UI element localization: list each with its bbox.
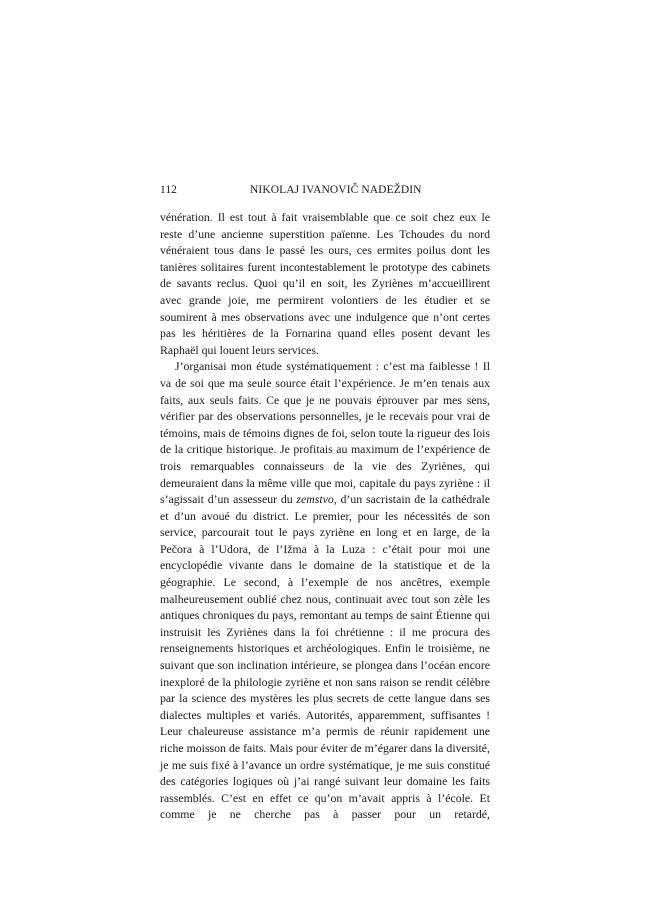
page-number: 112	[160, 184, 177, 196]
paragraph-1: vénération. Il est tout à fait vraisemblable que ce soit chez eux le reste d’une ancienne superstition païenne. Les Tchoudes du nord vénéraient tous dans le passé les ours, ces ermites poilus dont les tanières solitaires furent incontestablement le prototype des cabinets de savants reclus. Quoi qu’il en soit, les Zyriènes m’accueillirent avec grande joie, me permirent volontiers de les étudier et se soumirent à mes observations avec une indulgence que n’ont certes pas les héritières de la Fornarina quand elles posent devant les Raphaël qui louent leurs services.	[160, 210, 490, 357]
paragraph-2	[160, 358, 490, 823]
italic-term-zemstvo: zemstvo	[296, 492, 334, 507]
paragraph-2-part-b: , d’un sacristain de la cathédrale et d’un avoué du district. Le premier, pour les nécessités de son service, parcourait tout le pays zyriène en long et en large, de la Pečora à l’Udora, de l’Ižma à la Luza : c’était pour moi une encyclopédie vivante dans le domaine de la statistique et de la géographie. Le second, à l’exemple de nos ancêtres, exemple malheureusement oublié chez nous, continuait avec tout son zèle les antiques chroniques du pays, remontant au temps de saint Étienne qui instruisit les Zyriènes dans la foi chrétienne : il me procura des renseignements historiques et archéologiques. Enfin le troisième, ne suivant que son inclination intérieure, se plongea dans l’océan encore inexploré de la philologie zyriène et non sans raison se rendit célèbre par la science des mystères les plus secrets de cette langue dans ses dialectes multiples et variés. Autorités, apparemment, suffisantes ! Leur chaleureuse assistance m’a permis de réunir rapidement une riche moisson de faits. Mais pour éviter de m’égarer dans la diversité, je me suis fixé à l’avance un ordre systématique, je me suis constitué des catégories logiques où j’ai rangé suivant leur domaine les faits rassemblés. C’est en effet ce qu’on m’avait appris à l’école. Et comme je ne cherche pas à passer pour un retardé,	[160, 492, 490, 822]
page-header	[160, 182, 490, 198]
running-head: NIKOLAJ IVANOVIČ NADEŽDIN	[250, 184, 422, 196]
body-text	[160, 209, 490, 823]
paragraph-2-part-a: J’organisai mon étude systématiquement : c’est ma faiblesse ! Il va de soi que ma seule source était l’expérience. Je m’en tenais aux faits, aux seuls faits. Ce que je ne pouvais éprouver par mes sens, vérifier par des observations personnelles, je le recevais pour vrai de témoins, mais de témoins dignes de foi, selon toute la rigueur des lois de la critique historique. Je profitais au maximum de l’expérience de trois remarquables connaisseurs de la vie des Zyriènes, qui demeuraient dans la même ville que moi, capitale du pays zyriène : il s’agissait d’un assesseur du	[160, 359, 490, 507]
